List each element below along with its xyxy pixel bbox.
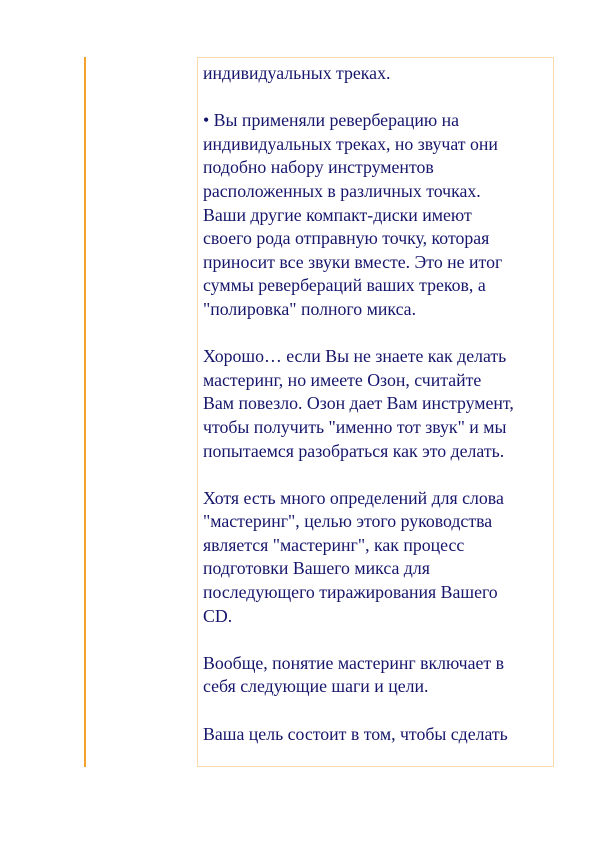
text-line: последующего тиражирования Вашего	[203, 582, 498, 603]
paragraph	[203, 723, 553, 747]
text-line: Вообще, понятие мастеринг включает в	[203, 652, 504, 673]
paragraph	[203, 62, 553, 86]
text-line: CD.	[203, 605, 233, 626]
paragraph	[203, 487, 553, 629]
text-line: Хорошо… если Вы не знаете как делать	[203, 346, 507, 367]
text-line: • Вы применяли реверберацию на	[203, 110, 460, 131]
text-line: является "мастеринг", как процесс	[203, 534, 465, 555]
text-frame	[197, 57, 554, 767]
text-line: себя следующие шаги и цели.	[203, 676, 429, 697]
text-line: Хотя есть много определений для слова	[203, 487, 504, 508]
text-line: индивидуальных треках.	[203, 63, 391, 83]
text-line: приносит все звуки вместе. Это не итог	[203, 251, 503, 272]
text-line: индивидуальных треках, но звучат они	[203, 133, 498, 154]
text-line: суммы ревербераций ваших треков, а	[203, 275, 486, 296]
paragraph	[203, 109, 553, 321]
paragraph	[203, 345, 553, 463]
text-line: подготовки Вашего микса для	[203, 558, 430, 579]
text-line: "полировка" полного микса.	[203, 298, 417, 319]
text-line: своего рода отправную точку, которая	[203, 228, 490, 249]
text-line: Ваша цель состоит в том, чтобы сделать	[203, 723, 508, 744]
text-line: Вам повезло. Озон дает Вам инструмент,	[203, 393, 514, 414]
text-line: Ваши другие компакт-диски имеют	[203, 204, 472, 225]
margin-rule	[84, 57, 86, 767]
text-line: подобно набору инструментов	[203, 157, 434, 178]
text-line: расположенных в различных точках.	[203, 180, 481, 201]
text-line: попытаемся разобраться как это делать.	[203, 440, 505, 461]
text-line: чтобы получить "именно тот звук" и мы	[203, 416, 507, 437]
text-line: мастеринг, но имеете Озон, считайте	[203, 369, 482, 390]
text-line: "мастеринг", целью этого руководства	[203, 511, 493, 532]
paragraph	[203, 652, 553, 699]
